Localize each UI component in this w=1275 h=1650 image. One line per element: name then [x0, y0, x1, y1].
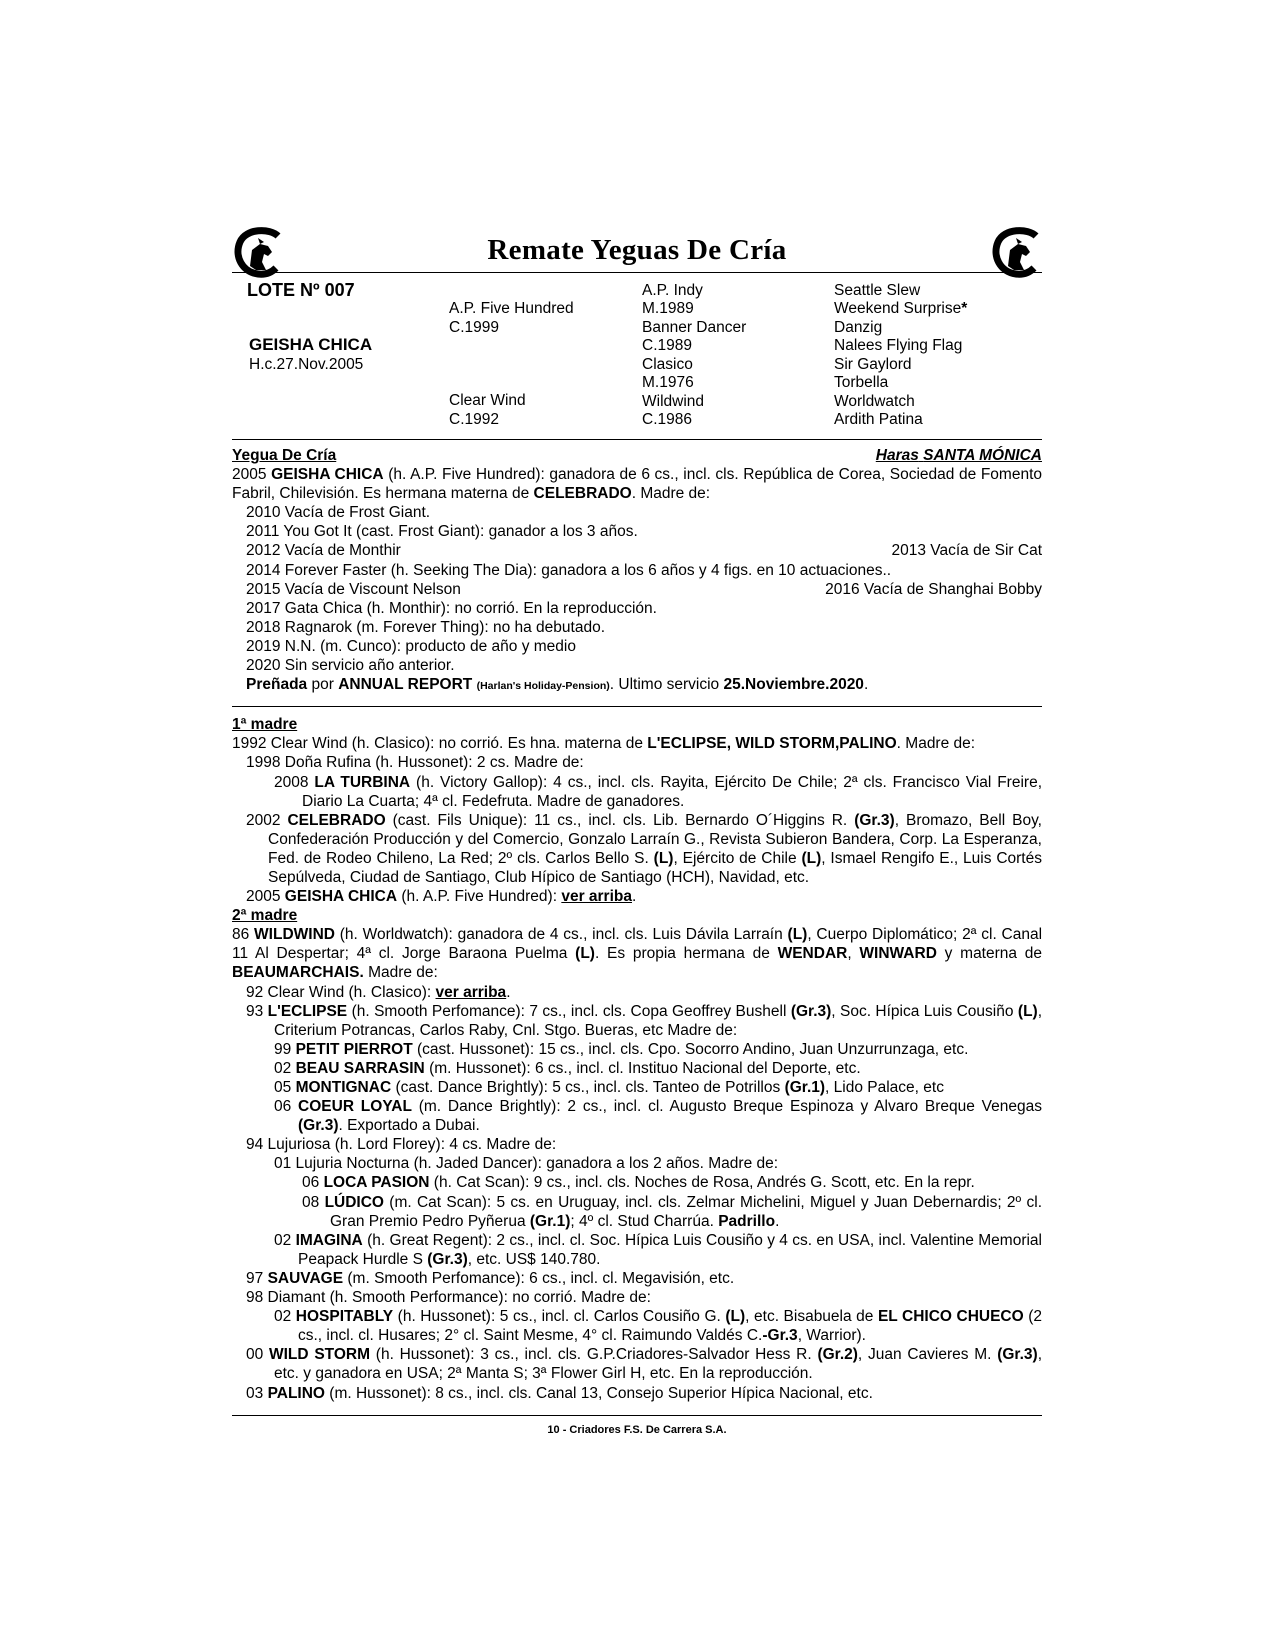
- section-heading: 2ª madre: [232, 907, 298, 925]
- family-line: 99 PETIT PIERROT (cast. Hussonet): 15 cs., incl. cls. Cpo. Socorro Andino, Juan Unzurrunzaga, etc.: [274, 1040, 969, 1058]
- produce-line: 2017 Gata Chica (h. Monthir): no corrió. En la reproducción.: [246, 599, 657, 617]
- divider: [232, 706, 1042, 707]
- dam-info: C.1992: [449, 411, 499, 428]
- breeding-header: [232, 446, 1042, 465]
- pedigree-g3: Ardith Patina: [834, 411, 923, 428]
- family-line: 02 BEAU SARRASIN (m. Hussonet): 6 cs., incl. cl. Instituo Nacional del Deporte, etc.: [274, 1059, 861, 1077]
- pedigree-g2: Banner Dancer: [642, 319, 747, 336]
- family-line: 02 HOSPITABLY (h. Hussonet): 5 cs., incl. cl. Carlos Cousiño G. (L), etc. Bisabuela de EL CHICO CHUECO (2 cs., incl. cl. Husares; 2° cl. Saint Mesme, 4° cl. Raimundo Valdés C.-Gr.3, Warrior).: [274, 1308, 1043, 1345]
- pedigree-table: [232, 273, 1042, 440]
- horse-logo-icon: [990, 226, 1042, 278]
- pregnancy-line: Preñada por ANNUAL REPORT (Harlan's Holiday-Pension). Ultimo servicio 25.Noviembre.2020.: [246, 676, 869, 694]
- catalog-page: [232, 220, 1042, 1436]
- produce-line: 2019 N.N. (m. Cunco): producto de año y medio: [246, 637, 576, 655]
- produce-line: 2011 You Got It (cast. Frost Giant): ganador a los 3 años.: [246, 523, 638, 541]
- pedigree-g2: C.1986: [642, 411, 692, 428]
- second-dam-section: [232, 906, 1042, 1402]
- family-line: 06 COEUR LOYAL (m. Dance Brightly): 2 cs., incl. cl. Augusto Breque Espinoza y Alvaro Breque Venegas (Gr.3). Exportado a Dubai.: [274, 1098, 1043, 1135]
- pedigree-g3: Worldwatch: [834, 393, 915, 410]
- pedigree-g2: Wildwind: [642, 393, 705, 410]
- family-line: 86 WILDWIND (h. Worldwatch): ganadora de 4 cs., incl. cls. Luis Dávila Larraín (L), Cuerpo Diplomático; 2ª cl. Canal 11 Al Despertar; 4ª cl. Jorge Baraona Puelma (L). Es propia hermana de WENDAR, WINWARD y materna de BEAUMARCHAIS. Madre de:: [232, 926, 1043, 982]
- family-line: 94 Lujuriosa (h. Lord Florey): 4 cs. Madre de:: [246, 1136, 557, 1154]
- section-heading: 1ª madre: [232, 716, 298, 734]
- first-dam-section: [232, 715, 1042, 906]
- pedigree-g3: Danzig: [834, 319, 883, 336]
- family-line: 05 MONTIGNAC (cast. Dance Brightly): 5 cs., incl. cls. Tanteo de Potrillos (Gr.1), Lido Palace, etc: [274, 1079, 944, 1096]
- sire-name: A.P. Five Hundred: [449, 300, 574, 317]
- pedigree-g2: M.1989: [642, 300, 694, 317]
- family-line: 03 PALINO (m. Hussonet): 8 cs., incl. cls. Canal 13, Consejo Superior Hípica Nacional, etc.: [246, 1384, 873, 1402]
- dam-name: Clear Wind: [449, 392, 526, 409]
- haras-label: Haras SANTA MÓNICA: [875, 447, 1042, 464]
- family-line: 92 Clear Wind (h. Clasico): ver arriba.: [246, 983, 511, 1001]
- produce-line: 2015 Vacía de Viscount Nelson 2016 Vacía de Shanghai Bobby: [246, 580, 1042, 598]
- family-line: 97 SAUVAGE (m. Smooth Perfomance): 6 cs., incl. cl. Megavisión, etc.: [246, 1269, 735, 1287]
- pedigree-g2: A.P. Indy: [642, 282, 703, 299]
- page-header: [232, 220, 1042, 273]
- pedigree-g2: C.1989: [642, 337, 692, 354]
- page-footer: 10 - Criadores F.S. De Carrera S.A.: [232, 1415, 1042, 1436]
- produce-line: 2020 Sin servicio año anterior.: [246, 657, 455, 675]
- family-line: 93 L'ECLIPSE (h. Smooth Perfomance): 7 cs., incl. cls. Copa Geoffrey Bushell (Gr.3), Soc. Hípica Luis Cousiño (L), Criterium Potrancas, Carlos Raby, Cnl. Stgo. Bueras, etc Madre de:: [246, 1002, 1043, 1039]
- page-title: Remate Yeguas De Cría: [487, 234, 787, 266]
- pedigree-g3: Seattle Slew: [834, 282, 921, 299]
- pedigree-g2: Clasico: [642, 356, 693, 373]
- pedigree-g3: Weekend Surprise*: [834, 300, 968, 317]
- family-line: 1998 Doña Rufina (h. Hussonet): 2 cs. Madre de:: [246, 754, 584, 772]
- family-line: 2002 CELEBRADO (cast. Fils Unique): 11 cs., incl. cls. Lib. Bernardo O´Higgins R. (Gr.3), Bromazo, Bell Boy, Confederación Producción y del Comercio, Gonzalo Larraín G., Revista Subieron Bandera, Corp. La Esperanza, Fed. de Rodeo Chileno, La Red; 2º cls. Carlos Bello S. (L), Ejército de Chile (L), Ismael Rengifo E., Luis Cortés Sepúlveda, Ciudad de Santiago, Club Hípico de Santiago (HCH), Navidad, etc.: [246, 811, 1042, 886]
- family-line: 01 Lujuria Nocturna (h. Jaded Dancer): ganadora a los 2 años. Madre de:: [274, 1155, 779, 1173]
- family-line: 98 Diamant (h. Smooth Performance): no corrió. Madre de:: [246, 1289, 651, 1307]
- breeding-intro: 2005 GEISHA CHICA (h. A.P. Five Hundred): ganadora de 6 cs., incl. cls. República de Corea, Sociedad de Fomento Fabril, Chilevisión. Es hermana materna de CELEBRADO. Madre de:: [232, 466, 1043, 503]
- breeding-section: [232, 446, 1042, 696]
- section-heading: Yegua De Cría: [232, 447, 337, 464]
- family-line: 02 IMAGINA (h. Great Regent): 2 cs., incl. cl. Soc. Hípica Luis Cousiño y 4 cs. en USA, incl. Valentine Memorial Peapack Hurdle S (Gr.3), etc. US$ 140.780.: [274, 1231, 1042, 1268]
- family-line: 2005 GEISHA CHICA (h. A.P. Five Hundred): ver arriba.: [246, 888, 637, 906]
- pedigree-g3: Torbella: [834, 374, 889, 391]
- pedigree-g2: M.1976: [642, 374, 694, 391]
- family-line: 08 LÚDICO (m. Cat Scan): 5 cs. en Uruguay, incl. cls. Zelmar Michelini, Miguel y Juan Debernardis; 2º cl. Gran Premio Pedro Pyñerua (Gr.1); 4º cl. Stud Charrúa. Padrillo.: [302, 1193, 1043, 1230]
- lot-number: LOTE Nº 007: [247, 280, 355, 300]
- produce-line: 2010 Vacía de Frost Giant.: [246, 504, 431, 522]
- pedigree-g3: Nalees Flying Flag: [834, 337, 963, 354]
- family-line: 00 WILD STORM (h. Hussonet): 3 cs., incl. cls. G.P.Criadores-Salvador Hess R. (Gr.2), Juan Cavieres M. (Gr.3), etc. y ganadora en USA; 2ª Manta S; 3ª Flower Girl H, etc. En la reproducción.: [246, 1346, 1042, 1383]
- sire-info: C.1999: [449, 319, 499, 336]
- family-line: 06 LOCA PASION (h. Cat Scan): 9 cs., incl. cls. Noches de Rosa, Andrés G. Scott, etc. En la repr.: [302, 1174, 975, 1192]
- produce-line: 2018 Ragnarok (m. Forever Thing): no ha debutado.: [246, 618, 606, 636]
- horse-birth: H.c.27.Nov.2005: [249, 356, 364, 373]
- horse-name: GEISHA CHICA: [249, 335, 373, 354]
- family-line: 1992 Clear Wind (h. Clasico): no corrió. Es hna. materna de L'ECLIPSE, WILD STORM,PALINO. Madre de:: [232, 735, 976, 753]
- produce-line: 2014 Forever Faster (h. Seeking The Dia): ganadora a los 6 años y 4 figs. en 10 actuaciones..: [246, 561, 892, 579]
- family-line: 2008 LA TURBINA (h. Victory Gallop): 4 cs., incl. cls. Rayita, Ejército De Chile; 2ª cls. Francisco Vial Freire, Diario La Cuarta; 4ª cl. Fedefruta. Madre de ganadores.: [274, 773, 1042, 810]
- produce-line: 2012 Vacía de Monthir 2013 Vacía de Sir Cat: [246, 542, 1042, 560]
- pedigree-g3: Sir Gaylord: [834, 356, 912, 373]
